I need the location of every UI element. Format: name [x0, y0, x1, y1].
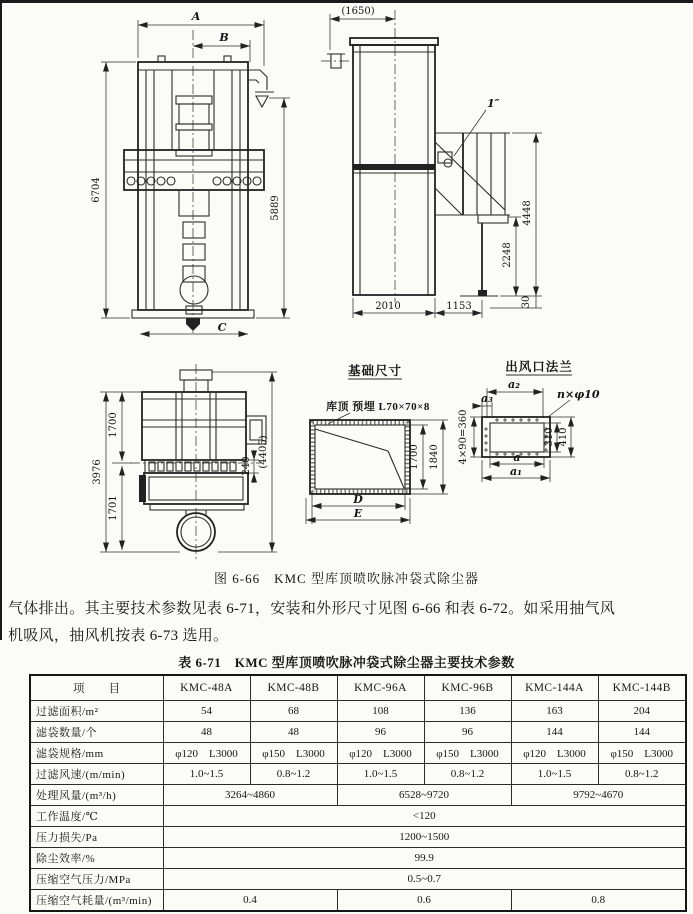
table-header-row: [30, 675, 686, 701]
cell: 144: [511, 722, 598, 743]
cell: 1.0~1.5: [163, 764, 250, 785]
foundation-plan: [306, 363, 448, 524]
paragraph-line-2: 机吸风，抽风机按表 6-73 选用。: [8, 628, 229, 644]
dim-label-a1: a₁: [510, 465, 522, 478]
row-label: 过滤面积/m²: [30, 701, 163, 722]
dim-label-a: a: [513, 451, 521, 464]
dim-label-5889: 5889: [270, 195, 281, 221]
cell: 108: [337, 701, 424, 722]
row-label: 工作温度/℃: [30, 806, 163, 827]
row-filter-velocity: [30, 764, 686, 785]
dim-label-bolt-pitch: 4×90=360: [458, 409, 469, 465]
dim-label-a3: a₃: [481, 392, 493, 405]
cell: 204: [598, 701, 686, 722]
cell: 6528~9720: [337, 785, 511, 806]
dim-label-4405: (4405): [258, 435, 269, 469]
dim-label-1701: 1701: [108, 495, 119, 521]
dim-label-410: 410: [558, 427, 569, 447]
header-kmc-48b: KMC-48B: [250, 675, 337, 701]
cell: φ150 L3000: [424, 743, 511, 764]
dim-label-1153: 1153: [446, 301, 472, 312]
row-label: 除尘效率/%: [30, 848, 163, 869]
dim-label-4448: 4448: [522, 200, 533, 226]
row-label: 滤袋规格/mm: [30, 743, 163, 764]
cell: 54: [163, 701, 250, 722]
cell: 0.8~1.2: [424, 764, 511, 785]
cell: 96: [424, 722, 511, 743]
dim-label-E: E: [353, 507, 363, 520]
header-kmc-144b: KMC-144B: [598, 675, 686, 701]
dim-label-a2: a₂: [508, 378, 520, 391]
cell: φ150 L3000: [250, 743, 337, 764]
header-kmc-96a: KMC-96A: [337, 675, 424, 701]
cell: φ150 L3000: [598, 743, 686, 764]
dim-label-3976: 3976: [92, 459, 103, 485]
row-filter-area: [30, 701, 686, 722]
paragraph-line-1: 气体排出。其主要技术参数见表 6-71，安装和外形尺寸见图 6-66 和表 6-72。如采用抽气风: [8, 601, 616, 617]
dim-label-D: D: [353, 493, 363, 506]
side-view: [321, 6, 542, 318]
dim-label-1700: 1700: [108, 412, 119, 438]
row-air-volume: [30, 785, 686, 806]
dim-label-240: 240: [241, 456, 252, 476]
dim-label-1840: 1840: [429, 444, 440, 470]
flange-title: 出风口法兰: [505, 360, 573, 374]
dim-label-310: 310: [544, 427, 555, 447]
cell: 0.4: [163, 890, 337, 912]
cell: φ120 L3000: [511, 743, 598, 764]
foundation-title: 基础尺寸: [347, 364, 403, 378]
cell: 68: [250, 701, 337, 722]
dim-label-6704: 6704: [91, 177, 102, 203]
foundation-note: 库顶 预埋 L70×70×8: [326, 401, 430, 413]
flange-holes-note: n×φ10: [557, 388, 600, 401]
cell: 1.0~1.5: [511, 764, 598, 785]
cell: φ120 L3000: [163, 743, 250, 764]
front-view: [91, 10, 290, 336]
header-kmc-96b: KMC-96B: [424, 675, 511, 701]
body-paragraph: [8, 596, 688, 650]
header-kmc-48a: KMC-48A: [163, 675, 250, 701]
cell: 163: [511, 701, 598, 722]
scan-border-top: [0, 0, 693, 3]
callout-1-inch: 1″: [487, 97, 500, 110]
row-label: 压缩空气耗量/(m³/min): [30, 890, 163, 912]
cell: 9792~4670: [511, 785, 686, 806]
cell: 0.8~1.2: [598, 764, 686, 785]
cell: 136: [424, 701, 511, 722]
row-label: 处理风量/(m³/h): [30, 785, 163, 806]
header-item: 项 目: [30, 675, 163, 701]
row-air-consumption: [30, 890, 686, 912]
dim-label-30: 30: [521, 295, 532, 309]
cell: 99.9: [163, 848, 686, 869]
cell: <120: [163, 806, 686, 827]
dim-label-1650: (1650): [341, 6, 375, 17]
dim-label-fnd-1700: 1700: [409, 444, 420, 470]
row-pressure-loss: [30, 827, 686, 848]
table-title: 表 6-71 KMC 型库顶喷吹脉冲袋式除尘器主要技术参数: [178, 655, 515, 670]
row-efficiency: [30, 848, 686, 869]
cell: 1.0~1.5: [337, 764, 424, 785]
spec-table: [29, 674, 687, 912]
figure-caption: 图 6-66 KMC 型库顶喷吹脉冲袋式除尘器: [214, 571, 479, 586]
cell: 144: [598, 722, 686, 743]
row-air-pressure: [30, 869, 686, 890]
row-label: 压力损失/Pa: [30, 827, 163, 848]
cell: 96: [337, 722, 424, 743]
cell: 0.6: [337, 890, 511, 912]
dim-label-A: A: [191, 10, 201, 23]
cell: 48: [250, 722, 337, 743]
outlet-flange: [458, 359, 600, 482]
dim-label-2010: 2010: [375, 301, 401, 312]
dim-label-2248: 2248: [502, 242, 513, 268]
header-kmc-144a: KMC-144A: [511, 675, 598, 701]
row-bag-spec: [30, 743, 686, 764]
cell: 0.5~0.7: [163, 869, 686, 890]
scan-border-left: [0, 0, 2, 640]
cell: 48: [163, 722, 250, 743]
row-bag-count: [30, 722, 686, 743]
cell: φ120 L3000: [337, 743, 424, 764]
cell: 3264~4860: [163, 785, 337, 806]
dim-label-B: B: [219, 31, 229, 44]
cell: 0.8: [511, 890, 686, 912]
row-label: 滤袋数量/个: [30, 722, 163, 743]
row-label: 压缩空气压力/MPa: [30, 869, 163, 890]
cell: 0.8~1.2: [250, 764, 337, 785]
cell: 1200~1500: [163, 827, 686, 848]
section-view: [92, 364, 277, 560]
dim-label-C: C: [217, 321, 227, 334]
row-label: 过滤风速/(m/min): [30, 764, 163, 785]
row-work-temp: [30, 806, 686, 827]
